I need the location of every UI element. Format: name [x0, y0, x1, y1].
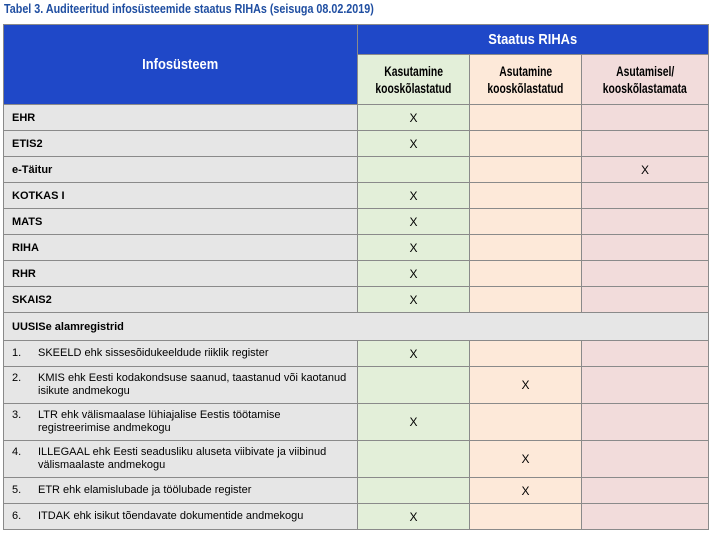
mark-asutamisel — [582, 105, 709, 131]
table-row — [4, 441, 709, 478]
mark-asutamine — [470, 209, 582, 235]
mark-asutamisel — [582, 404, 709, 441]
mark-asutamine — [470, 341, 582, 367]
row-number: 6. — [12, 510, 22, 522]
subsystem-name: SKEELD ehk sissesõidukeeldude riiklik register — [38, 347, 269, 359]
mark-asutamisel — [582, 341, 709, 367]
subsystem-cell — [4, 367, 358, 404]
row-number: 3. — [12, 409, 22, 421]
status-table — [3, 24, 709, 530]
table-row — [4, 367, 709, 404]
section-row — [4, 313, 709, 341]
system-name: SKAIS2 — [4, 287, 358, 313]
mark-asutamisel — [582, 131, 709, 157]
mark-asutamisel — [582, 209, 709, 235]
mark-asutamine: X — [470, 441, 582, 478]
table-row — [4, 341, 709, 367]
mark-asutamisel — [582, 367, 709, 404]
mark-kasutamine: X — [358, 341, 470, 367]
row-number: 2. — [12, 372, 22, 384]
mark-asutamisel — [582, 441, 709, 478]
subsystem-name: ILLEGAAL ehk Eesti seadusliku aluseta viibivate ja viibinud välismaalaste andmekogu — [38, 446, 327, 471]
header-col-asutamisel: Asutamisel/ kooskõlastamata — [582, 55, 709, 105]
mark-asutamine — [470, 261, 582, 287]
system-name: EHR — [4, 105, 358, 131]
mark-kasutamine — [358, 157, 470, 183]
table-row — [4, 478, 709, 504]
system-name: RHR — [4, 261, 358, 287]
header-col-asutamine: Asutamine kooskõlastatud — [470, 55, 582, 105]
mark-asutamine — [470, 157, 582, 183]
system-name: MATS — [4, 209, 358, 235]
mark-asutamine — [470, 131, 582, 157]
system-name: ETIS2 — [4, 131, 358, 157]
subsystem-name: ITDAK ehk isikut tõendavate dokumentide andmekogu — [38, 510, 304, 522]
mark-asutamisel: X — [582, 157, 709, 183]
subsystem-cell — [4, 504, 358, 530]
mark-asutamisel — [582, 183, 709, 209]
table-row — [4, 404, 709, 441]
header-col-kasutamine: Kasutamine kooskõlastatud — [358, 55, 470, 105]
subsystem-cell — [4, 404, 358, 441]
header-status-group: Staatus RIHAs — [358, 25, 709, 55]
system-name: e-Täitur — [4, 157, 358, 183]
mark-asutamine — [470, 183, 582, 209]
mark-kasutamine: X — [358, 235, 470, 261]
table-row — [4, 131, 709, 157]
mark-asutamine: X — [470, 367, 582, 404]
row-number: 5. — [12, 484, 22, 496]
table-row — [4, 504, 709, 530]
mark-asutamisel — [582, 235, 709, 261]
row-number: 1. — [12, 347, 22, 359]
table-row — [4, 105, 709, 131]
mark-kasutamine: X — [358, 183, 470, 209]
mark-asutamine — [470, 287, 582, 313]
mark-kasutamine: X — [358, 105, 470, 131]
mark-kasutamine — [358, 441, 470, 478]
system-name: RIHA — [4, 235, 358, 261]
mark-kasutamine: X — [358, 404, 470, 441]
mark-kasutamine: X — [358, 131, 470, 157]
mark-asutamine: X — [470, 478, 582, 504]
mark-asutamisel — [582, 478, 709, 504]
mark-asutamine — [470, 105, 582, 131]
subsystem-name: ETR ehk elamislubade ja töölubade register — [38, 484, 252, 496]
subsystem-cell — [4, 478, 358, 504]
table-row — [4, 209, 709, 235]
mark-kasutamine — [358, 367, 470, 404]
system-name: KOTKAS I — [4, 183, 358, 209]
mark-asutamisel — [582, 504, 709, 530]
mark-asutamine — [470, 404, 582, 441]
mark-asutamisel — [582, 287, 709, 313]
subsystem-name: LTR ehk välismaalase lühiajalise Eestis töötamise registreerimise andmekogu — [38, 409, 281, 434]
mark-kasutamine: X — [358, 287, 470, 313]
mark-asutamisel — [582, 261, 709, 287]
mark-kasutamine: X — [358, 209, 470, 235]
subsystem-cell — [4, 341, 358, 367]
subsystem-cell — [4, 441, 358, 478]
mark-kasutamine: X — [358, 261, 470, 287]
table-row — [4, 261, 709, 287]
mark-kasutamine: X — [358, 504, 470, 530]
row-number: 4. — [12, 446, 22, 458]
table-row — [4, 235, 709, 261]
mark-asutamine — [470, 235, 582, 261]
mark-asutamine — [470, 504, 582, 530]
section-title: UUSISe alamregistrid — [4, 313, 709, 341]
mark-kasutamine — [358, 478, 470, 504]
header-system: Infosüsteem — [4, 25, 358, 105]
table-caption: Tabel 3. Auditeeritud infosüsteemide staatus RIHAs (seisuga 08.02.2019) — [4, 2, 374, 16]
subsystem-name: KMIS ehk Eesti kodakondsuse saanud, taastanud või kaotanud isikute andmekogu — [38, 372, 347, 397]
table-row — [4, 157, 709, 183]
table-row — [4, 287, 709, 313]
table-row — [4, 183, 709, 209]
